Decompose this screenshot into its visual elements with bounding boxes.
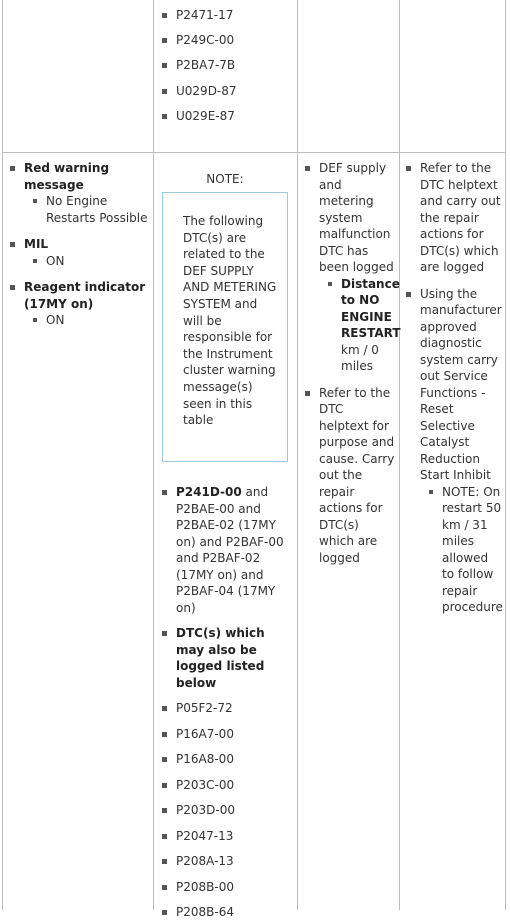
- list-item: P241D-00 and P2BAE-00 and P2BAE-02 (17MY on) and P2BAF-00 and P2BAF-02 (17MY on) and P2BAF-04 (17MY on): [176, 484, 294, 616]
- list-item: P208B-64: [176, 904, 294, 921]
- column-divider-4: [399, 0, 400, 910]
- list-item: Distance to NO ENGINE RESTART km / 0 miles: [341, 276, 401, 373]
- list-item: P203D-00: [176, 802, 294, 819]
- list-item: ON: [46, 253, 150, 270]
- list-item: P05F2-72: [176, 700, 294, 717]
- column-divider-3: [297, 0, 298, 910]
- column-divider-2: [153, 0, 154, 910]
- dtc-list: [176, 484, 294, 921]
- action-cell: [420, 160, 502, 616]
- list-item: ON: [46, 312, 150, 329]
- list-item: P2BA7-7B: [176, 57, 291, 74]
- list-item: Refer to the DTC helptext and carry out the repair actions for DTC(s) which are logged: [420, 161, 501, 274]
- list-item: P16A8-00: [176, 751, 294, 768]
- note-heading: NOTE:: [206, 172, 244, 186]
- note-box: [162, 192, 288, 462]
- top-code-list: [176, 7, 291, 125]
- list-item: P2471-17: [176, 7, 291, 24]
- reagent-indicator-label: Reagent indicator (17MY on): [24, 280, 146, 311]
- primary-dtc: P241D-00: [176, 485, 242, 499]
- list-item: P249C-00: [176, 32, 291, 49]
- note-text: The following DTC(s) are related to the DEF SUPPLY AND METERING SYSTEM and will be responsible for the Instrument cluster warning message(s) seen in this table: [183, 214, 277, 428]
- list-item: DEF supply and metering system malfunction DTC has been logged Distance to NO ENGINE RESTART km / 0 miles: [319, 161, 401, 373]
- list-item: P2047-13: [176, 828, 294, 845]
- list-item: [24, 279, 150, 329]
- list-item: [176, 625, 294, 691]
- column-divider-5: [505, 0, 506, 910]
- red-warning-label: Red warning message: [24, 161, 110, 192]
- also-logged-heading: DTC(s) which may also be logged listed below: [176, 626, 265, 690]
- distance-label: Distance to NO ENGINE RESTART: [341, 276, 401, 340]
- list-item: U029D-87: [176, 83, 291, 100]
- list-item: No Engine Restarts Possible: [46, 193, 150, 226]
- list-item: [24, 236, 150, 269]
- list-item: P208A-13: [176, 853, 294, 870]
- symptom-cell: [319, 160, 401, 566]
- list-item: NOTE: On restart 50 km / 31 miles allowed to follow repair procedure: [442, 484, 503, 614]
- mil-label: MIL: [24, 237, 49, 251]
- list-item: P16A7-00: [176, 726, 294, 743]
- column-divider-1: [2, 0, 3, 910]
- row-divider: [2, 152, 506, 153]
- warning-indicators-cell: [24, 160, 150, 329]
- list-item: [24, 160, 150, 226]
- list-item: Using the manufacturer approved diagnostic system carry out Service Functions - Reset Selective Catalyst Reduction Start Inhibit NOTE: On restart 50 km / 31 miles allowed to follow repair procedure: [420, 286, 503, 614]
- list-item: Refer to the DTC helptext for purpose and cause. Carry out the repair actions for DTC(s) which are logged: [319, 385, 395, 565]
- list-item: P203C-00: [176, 777, 294, 794]
- list-item: P208B-00: [176, 879, 294, 896]
- list-item: U029E-87: [176, 108, 291, 125]
